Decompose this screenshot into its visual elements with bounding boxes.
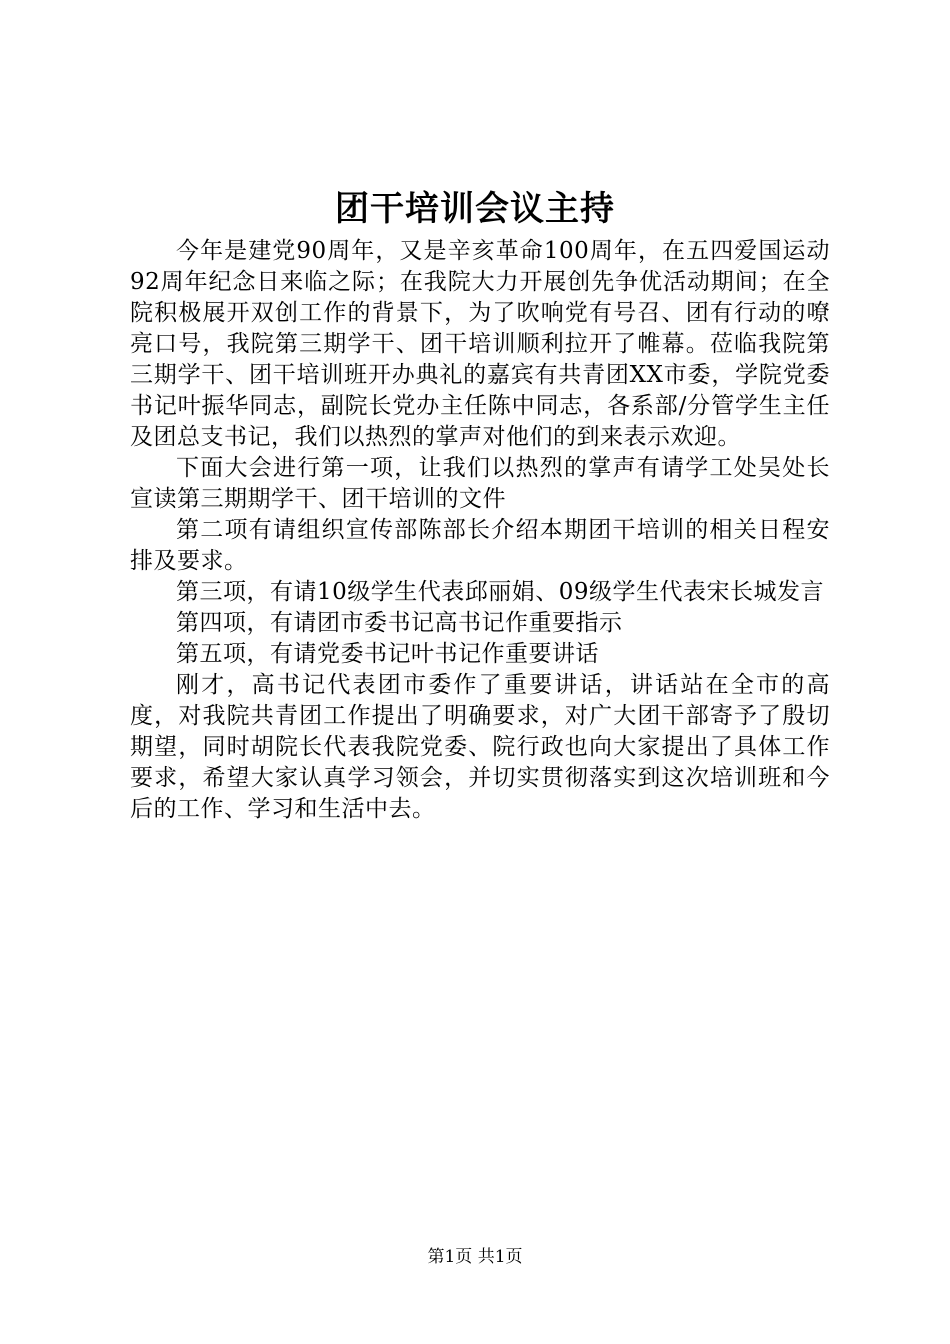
paragraph-item-1: 下面大会进行第一项，让我们以热烈的掌声有请学工处吴处长宣读第三期期学干、团干培训的文件 xyxy=(130,455,830,512)
paragraph-item-2: 第二项有请组织宣传部陈部长介绍本期团干培训的相关日程安排及要求。 xyxy=(130,517,830,574)
paragraph-opening: 今年是建党90周年，又是辛亥革命100周年，在五四爱国运动92周年纪念日来临之际；在我院大力开展创先争优活动期间；在全院积极展开双创工作的背景下，为了吹响党有号召、团有行动的嘹亮口号，我院第三期学干、团干培训顺利拉开了帷幕。莅临我院第三期学干、团干培训班开办典礼的嘉宾有共青团XX市委，学院党委书记叶振华同志，副院长党办主任陈中同志，各系部/分管学生主任及团总支书记，我们以热烈的掌声对他们的到来表示欢迎。 xyxy=(130,238,830,450)
document-body xyxy=(130,236,830,825)
paragraph-closing: 刚才，高书记代表团市委作了重要讲话，讲话站在全市的高度，对我院共青团工作提出了明确要求，对广大团干部寄予了殷切期望，同时胡院长代表我院党委、院行政也向大家提出了具体工作要求，希望大家认真学习领会，并切实贯彻落实到这次培训班和今后的工作、学习和生活中去。 xyxy=(130,672,830,822)
page-number-footer: 第1页 共1页 xyxy=(427,1247,523,1267)
document-title: 团干培训会议主持 xyxy=(335,189,615,229)
paragraph-item-3: 第三项，有请10级学生代表邱丽娟、09级学生代表宋长城发言 xyxy=(176,579,825,605)
paragraph-item-4: 第四项，有请团市委书记高书记作重要指示 xyxy=(176,610,623,636)
paragraph-item-5: 第五项，有请党委书记叶书记作重要讲话 xyxy=(176,641,599,667)
